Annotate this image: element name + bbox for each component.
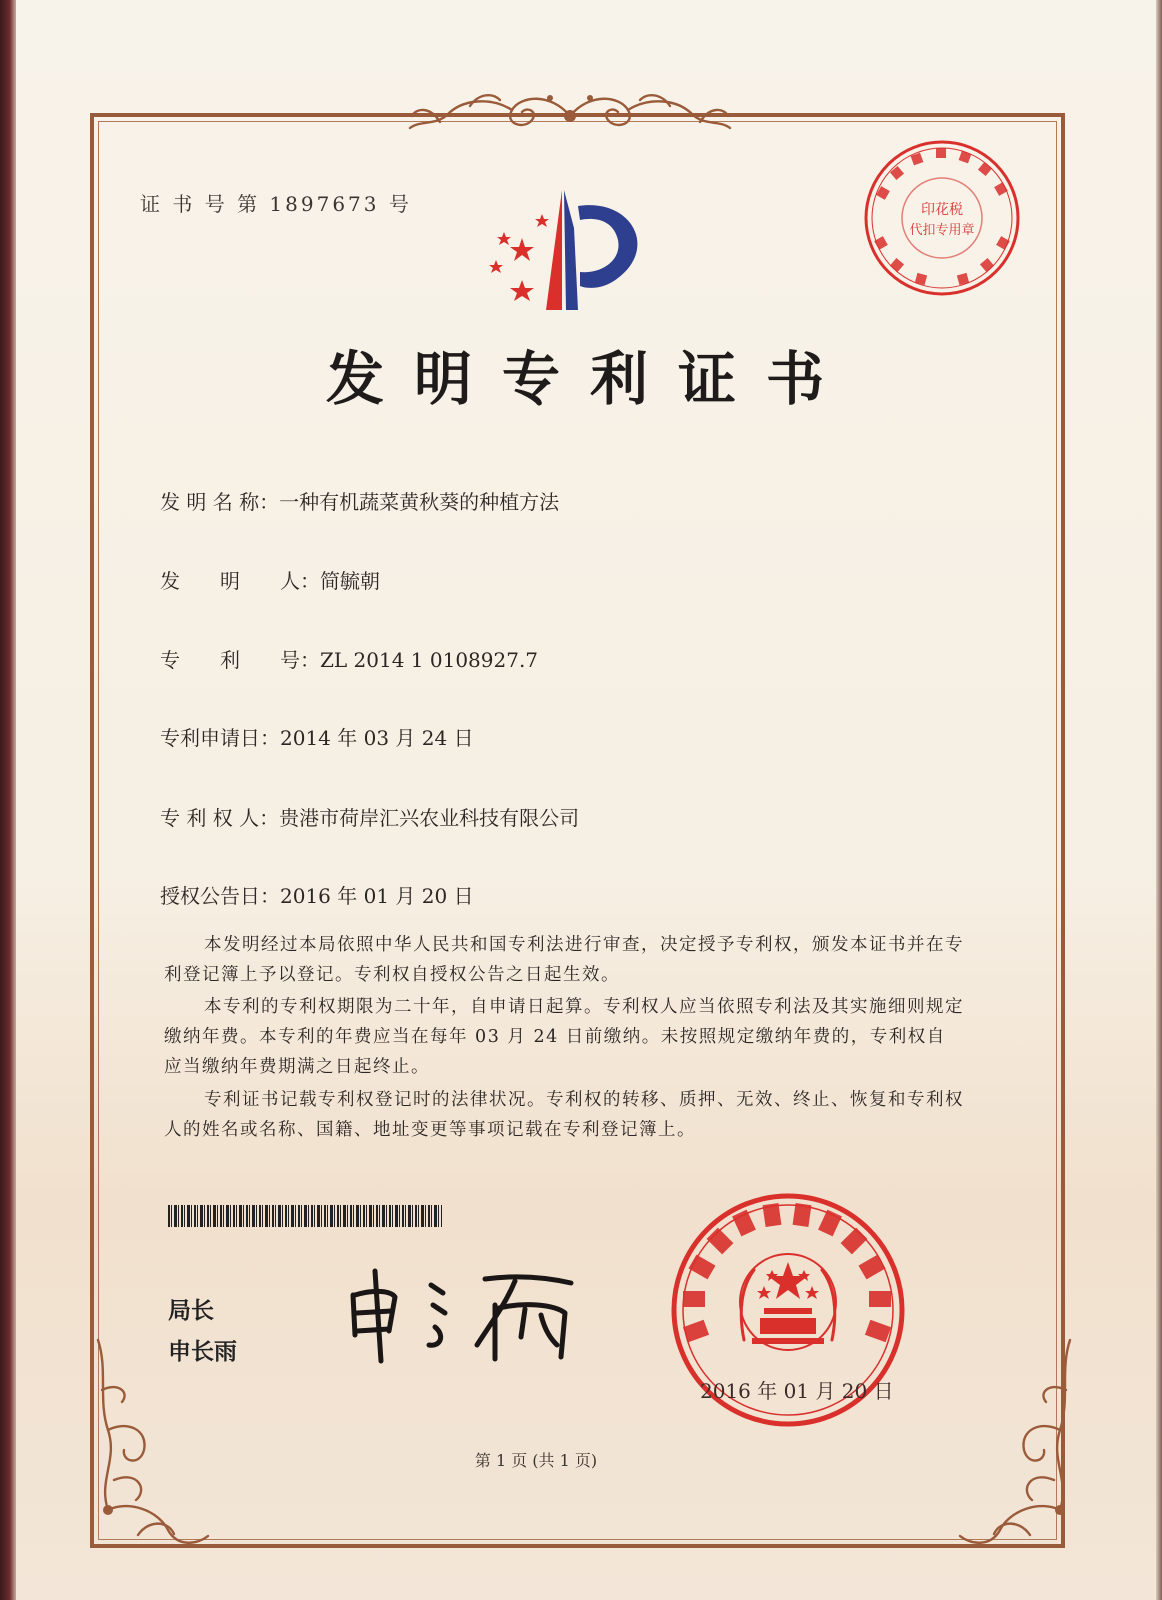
barcode — [168, 1205, 442, 1227]
patentee-field — [160, 802, 579, 831]
field-label: 授权公告日： — [160, 884, 280, 908]
director-title: 局长 — [168, 1298, 214, 1324]
director-name: 申长雨 — [168, 1339, 237, 1365]
inventor-field — [160, 565, 380, 594]
certificate-number: 证 书 号 第 1897673 号 — [140, 192, 412, 216]
body-paragraph: 专利证书记载专利权登记时的法律状况。专利权的转移、质押、无效、终止、恢复和专利权人的姓名或名称、国籍、地址变更等事项记载在专利登记簿上。 — [164, 1090, 964, 1140]
field-value: 2014 年 03 月 24 日 — [280, 726, 474, 750]
tax-stamp-text: 印花税 — [921, 202, 963, 218]
binding-spine — [0, 0, 16, 1600]
top-ornament-icon — [400, 86, 740, 142]
body-paragraph: 本专利的专利权期限为二十年，自申请日起算。专利权人应当依照专利法及其实施细则规定缴纳年费。本专利的年费应当在每年 03 月 24 日前缴纳。未按照规定缴纳年费的，专利权自应当缴纳年费期满之日起终止。 — [164, 997, 964, 1077]
page-number: 第 1 页 (共 1 页) — [474, 1451, 598, 1470]
field-value: 贵港市荷岸汇兴农业科技有限公司 — [279, 806, 580, 830]
handwritten-signature — [345, 1265, 585, 1365]
field-label: 专 利 权 人： — [160, 806, 280, 830]
tax-stamp-text: 代扣专用章 — [909, 223, 975, 238]
field-label: 发 明 名 称： — [160, 490, 280, 514]
patent-number-field — [160, 644, 538, 673]
seal-date: 2016 年 01 月 20 日 — [700, 1379, 894, 1403]
body-paragraph: 本发明经过本局依照中华人民共和国专利法进行审查，决定授予专利权，颁发本证书并在专利登记簿上予以登记。专利权自授权公告之日起生效。 — [164, 935, 964, 985]
field-label: 发 明 人： — [160, 569, 320, 593]
page-title: 发明专利证书 — [325, 345, 854, 413]
field-value: 简毓朝 — [320, 569, 380, 593]
field-label: 专利申请日： — [160, 726, 280, 750]
field-value: ZL 2014 1 0108927.7 — [320, 648, 539, 672]
patent-office-logo-icon — [482, 188, 652, 318]
field-value: 一种有机蔬菜黄秋葵的种植方法 — [279, 490, 560, 514]
field-value: 2016 年 01 月 20 日 — [280, 884, 474, 908]
invention-name-field — [160, 486, 559, 515]
field-label: 专 利 号： — [160, 648, 320, 672]
tax-stamp-icon — [862, 138, 1022, 298]
corner-ornament-icon — [940, 1330, 1090, 1560]
grant-date-field — [160, 880, 474, 909]
page-edge — [1156, 0, 1162, 1600]
filing-date-field — [160, 722, 474, 751]
